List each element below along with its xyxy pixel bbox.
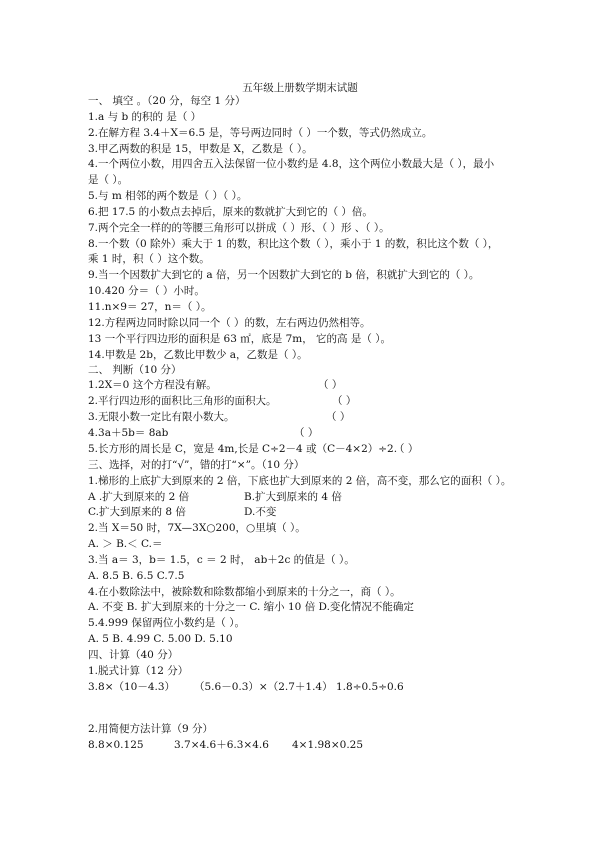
choice-question: 4.在小数除法中，被除数和除数都缩小到原来的十分之一，商（ ）。 <box>88 586 401 598</box>
fill-item: 11.n×9＝ 27，n＝（ ）。 <box>88 301 212 313</box>
choice-options: A. 5 B. 4.99 C. 5.00 D. 5.10 <box>88 633 233 645</box>
calc-part1-heading: 1.脱式计算（12 分） <box>88 665 189 677</box>
option-b: B.扩大到原来的 4 倍 <box>244 491 342 503</box>
calc-part2-heading: 2.用简便方法计算（9 分） <box>88 723 214 735</box>
fill-item: 12.方程两边同时除以同一个（ ）的数，左右两边仍然相等。 <box>88 317 371 329</box>
judge-question: 5.长方形的周长是 C，宽是 4m,长是 C÷2－4 或（C－4×2）÷2. <box>88 443 398 455</box>
page-title: 五年级上册数学期末试题 <box>242 82 358 94</box>
fill-item: 9.当一个因数扩大到它的 a 倍，另一个因数扩大到它的 b 倍，积就扩大到它的（ ）。 <box>88 269 480 281</box>
calc-part2-row <box>88 739 364 752</box>
fill-item: 14.甲数是 2b，乙数比甲数少 a，乙数是（ ）。 <box>88 349 308 361</box>
calc-expression: （5.6－0.3）×（2.7＋1.4） <box>194 681 333 693</box>
judge-question: 4.3a＋5b＝ 8ab <box>88 427 169 439</box>
calc-expression: 4×1.98×0.25 <box>292 739 364 751</box>
choice-options <box>88 506 277 519</box>
choice-options: A. 不变 B. 扩大到原来的十分之一 C. 缩小 10 倍 D.变化情况不能确定 <box>88 601 414 613</box>
judge-item <box>88 395 357 408</box>
judge-item <box>88 411 351 424</box>
section-choice-heading: 三、选择，对的打“√”，错的打“×”。（10 分） <box>88 459 305 471</box>
judge-answer-blank: （ ） <box>394 443 419 455</box>
judge-answer-blank: （ ） <box>332 395 357 407</box>
judge-question: 3.无限小数一定比有限小数大。 <box>88 411 235 423</box>
choice-question: 1.梯形的上底扩大到原来的 2 倍，下底也扩大到原来的 2 倍，高不变，那么它的面积（ ）。 <box>88 475 512 487</box>
calc-expression: 1.8÷0.5÷0.6 <box>336 681 404 693</box>
judge-answer-blank: （ ） <box>326 411 351 423</box>
fill-item: 乘 1 时，积（ ）这个数。 <box>88 253 210 265</box>
section-judge-heading: 二、 判断（10 分） <box>88 364 182 376</box>
calc-expression: 3.8×（10－4.3） <box>88 681 176 693</box>
fill-item: 1.a 与 b 的积的 是（ ） <box>88 111 202 123</box>
calc-expression: 8.8×0.125 <box>88 739 144 751</box>
option-c: C.扩大到原来的 8 倍 <box>88 506 186 518</box>
section-calc-heading: 四、计算（40 分） <box>88 649 179 661</box>
section-fill-heading: 一、 填空 。（20 分，每空 1 分） <box>88 95 246 107</box>
fill-item: 8.一个数（0 除外）乘大于 1 的数，积比这个数（ ），乘小于 1 的数，积比这个数（ ）， <box>88 238 499 250</box>
choice-options <box>88 491 342 504</box>
calc-expression: 3.7×4.6＋6.3×4.6 <box>174 739 269 751</box>
choice-question: 2.当 X＝50 时，7X—3X○200，○里填（ ）。 <box>88 522 306 534</box>
option-d: D.不变 <box>244 506 277 518</box>
fill-item: 是（ ）。 <box>88 174 129 186</box>
fill-item: 13 一个平行四边形的面积是 63 ㎡，底是 7m， 它的高 是（ ）。 <box>88 333 391 345</box>
fill-item: 5.与 m 相邻的两个数是（ ）（ ）。 <box>88 190 248 202</box>
choice-question: 3.当 a＝ 3，b＝ 1.5，c ＝ 2 时， ab＋2c 的值是（ ）。 <box>88 554 355 566</box>
judge-item <box>88 427 319 440</box>
fill-item: 4.一个两位小数，用四舍五入法保留一位小数约是 4.8，这个两位小数最大是（ ），最小 <box>88 158 495 170</box>
judge-answer-blank: （ ） <box>294 427 319 439</box>
choice-question: 5.4.999 保留两位小数约是（ ）。 <box>88 617 246 629</box>
choice-options: A. 8.5 B. 6.5 C.7.5 <box>88 570 185 582</box>
calc-part1-row <box>88 681 404 694</box>
fill-item: 3.甲乙两数的积是 15，甲数是 X，乙数是（ ）。 <box>88 143 313 155</box>
fill-item: 6.把 17.5 的小数点去掉后，原来的数就扩大到它的（ ）倍。 <box>88 206 373 218</box>
judge-item <box>88 443 419 456</box>
option-a: A .扩大到原来的 2 倍 <box>88 491 190 503</box>
judge-answer-blank: （ ） <box>318 379 343 391</box>
judge-question: 2.平行四边形的面积比三角形的面积大。 <box>88 395 277 407</box>
fill-item: 2.在解方程 3.4＋X＝6.5 是，等号两边同时（ ）一个数，等式仍然成立。 <box>88 127 433 139</box>
judge-item <box>88 379 343 392</box>
judge-question: 1.2X＝0 这个方程没有解。 <box>88 379 217 391</box>
fill-item: 10.420 分＝（ ）小时。 <box>88 285 205 297</box>
fill-item: 7.两个完全一样的的等腰三角形可以拼成（ ）形、（ ）形 、（ ）。 <box>88 222 390 234</box>
choice-options: A. ＞ B.＜ C.＝ <box>88 538 163 550</box>
